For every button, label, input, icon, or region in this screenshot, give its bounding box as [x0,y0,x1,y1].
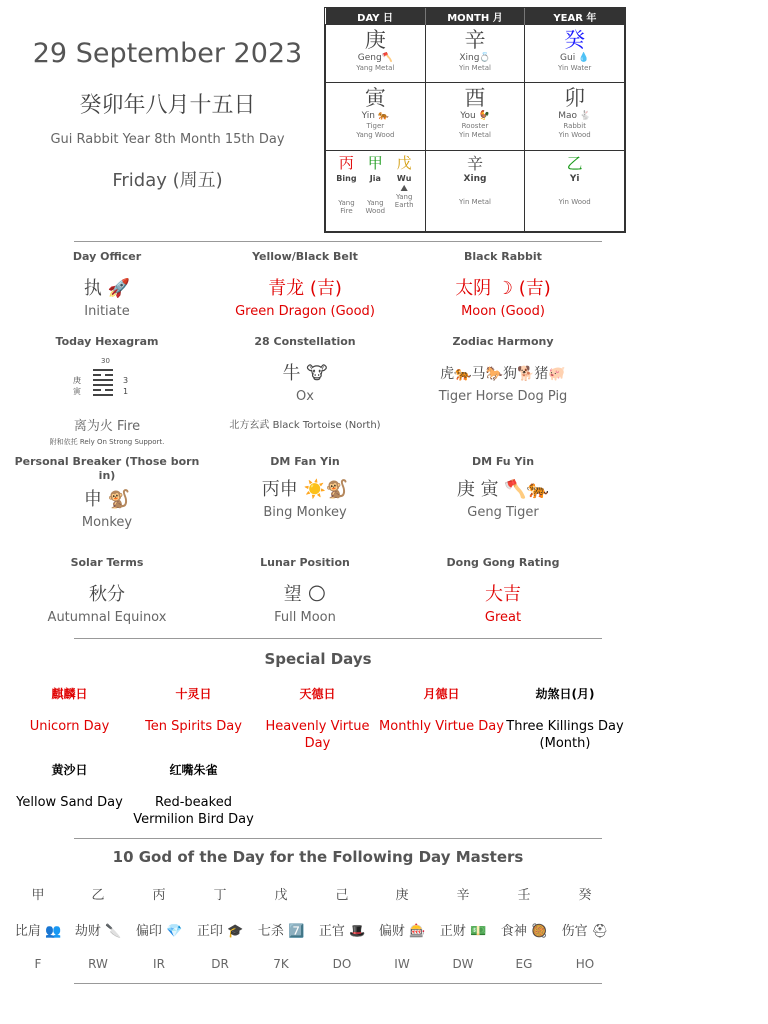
hidden-stem-label: Bing [336,174,357,183]
branch-animal: Rooster [461,122,489,130]
hidden-stem-label: Wu [396,174,412,183]
special-day-item [7,686,132,735]
day-hidden-stems-cell [326,151,426,232]
solar-term-meaning: Autumnal Equinox [47,610,167,625]
day-master-stem: 戊 [274,888,288,903]
ten-god-abbr: IR [153,957,165,971]
hexagram-right-labels [123,375,128,397]
ten-god-name: 偏财 🎰 [378,924,426,939]
hexagram-line [93,394,113,396]
ten-god-name: 食神 🥘 [500,924,548,939]
day-officer-section [7,250,207,319]
section-heading: Lunar Position [260,556,350,569]
ten-god-name: 七杀 7️⃣ [257,924,305,939]
solar-terms-section [7,556,207,625]
special-day-en: Ten Spirits Day [145,719,242,734]
hidden-stem-element: Yang Fire [338,199,355,215]
constellation-value: 牛 🐮 [282,363,328,384]
branch-name: Yin 🐅 [361,111,390,121]
ten-god-item [312,884,372,971]
branch-animal: Tiger [366,122,385,130]
ten-god-item [251,884,311,971]
section-heading: Black Rabbit [464,250,542,263]
year-pillar-header: YEAR 年 [525,8,625,25]
ten-god-abbr: 7K [273,957,289,971]
lunar-position-meaning: Full Moon [274,610,336,625]
month-hidden-stems-cell [425,151,525,232]
hidden-stem-element: Yin Wood [558,198,591,206]
hexagram-left-labels [73,375,81,397]
hexagram-section [7,335,207,447]
special-day-item [500,686,630,752]
fu-yin-value: 庚 寅 🪓🐅 [456,479,550,500]
section-heading: DM Fan Yin [270,455,340,468]
special-days-title: Special Days [264,650,372,668]
constellation-section [205,335,405,431]
ten-god-item [555,884,615,971]
branch-char: 卯 [564,86,586,110]
branch-element: Yin Wood [558,131,591,139]
day-master-stem: 己 [335,888,349,903]
ten-god-item [433,884,493,971]
special-day-en: Unicorn Day [29,719,110,734]
special-day-cn: 劫煞日(月) [535,687,595,701]
personal-breaker-section [7,455,207,530]
hidden-stem-char: 戊 [396,154,412,172]
hidden-stem-label: Yi [569,174,580,184]
hexagram-description: 附和依托 Rely On Strong Support. [49,438,165,446]
hexagram-line [93,389,113,391]
personal-breaker-value: 申 🐒 [83,489,131,510]
section-heading: Today Hexagram [55,335,159,348]
stem-char: 辛 [464,28,486,52]
ten-god-name: 劫财 🔪 [74,924,122,939]
special-day-cn: 黄沙日 [51,763,88,777]
divider [74,638,602,639]
ten-god-name: 正财 💵 [439,924,487,939]
day-master-stem: 乙 [91,888,105,903]
ten-god-name: 偏印 💎 [135,924,183,939]
stem-element: Yin Water [557,64,592,72]
chinese-date: 癸卯年八月十五日 [79,93,256,118]
hidden-stem-element: Yin Metal [459,198,491,206]
belt-meaning: Green Dragon (Good) [235,304,375,319]
dong-gong-meaning: Great [484,610,522,625]
day-master-stem: 丙 [152,888,166,903]
day-officer-meaning: Initiate [84,304,130,319]
ten-god-item [494,884,554,971]
ten-god-item [68,884,128,971]
personal-breaker-meaning: Monkey [81,515,133,530]
stem-element: Yang Metal [356,64,395,72]
day-master-stem: 甲 [31,888,45,903]
stem-char: 庚 [364,28,386,52]
hidden-stem-char: 乙 [566,154,583,173]
hexagram-number: 30 [101,357,110,365]
stem-name: Geng🪓 [357,53,393,63]
stem-name: Xing💍 [459,53,491,63]
hexagram-line [93,369,113,371]
ten-god-item [129,884,189,971]
fu-yin-meaning: Geng Tiger [467,505,539,520]
fan-yin-value: 丙申 ☀️🐒 [261,479,349,500]
section-heading: DM Fu Yin [471,455,535,468]
fan-yin-meaning: Bing Monkey [263,505,347,520]
day-master-stem: 庚 [395,888,409,903]
divider [74,838,602,839]
ten-god-name: 伤官 ⛑ [561,924,609,939]
ten-god-abbr: DR [211,957,229,971]
hidden-stem-char: 辛 [466,154,483,173]
dong-gong-section [403,556,603,625]
belt-value: 青龙 (吉) [268,278,342,299]
month-branch-cell [425,83,525,151]
year-stem-cell [525,25,625,83]
ten-god-abbr: EG [515,957,533,971]
stem-char: 癸 [564,28,586,52]
branch-name: Mao 🐇 [558,111,592,121]
hexagram-left-bottom: 寅 [73,387,81,396]
pillars-table [324,7,626,233]
belt-section [205,250,405,319]
stem-name: Gui 💧 [560,53,590,63]
day-stem-cell [326,25,426,83]
black-rabbit-section [403,250,603,319]
hidden-stem-element: Yang Earth [394,193,414,209]
constellation-description: 北方玄武 Black Tortoise (North) [229,420,381,431]
hexagram-right-top: 3 [123,376,129,385]
special-day-item [379,686,504,735]
section-heading: Personal Breaker (Those born in) [14,455,200,482]
divider [74,241,602,242]
hidden-stem-element: Yang Wood [365,199,386,215]
lunar-date-english: Gui Rabbit Year 8th Month 15th Day [50,132,285,147]
branch-char: 寅 [364,86,386,110]
zodiac-harmony-meaning: Tiger Horse Dog Pig [438,389,568,404]
special-day-item [255,686,380,752]
special-day-item [131,762,256,828]
month-stem-cell [425,25,525,83]
mountain-icon: ⛰ [400,184,408,194]
branch-element: Yang Wood [356,131,395,139]
ten-god-name: 正印 🎓 [196,924,244,939]
section-heading: Day Officer [72,250,142,263]
special-day-cn: 麒麟日 [51,687,88,701]
hexagram-left-top: 庚 [73,376,81,385]
branch-element: Yin Metal [459,131,491,139]
divider [74,983,602,984]
branch-animal: Rabbit [563,122,586,130]
ten-god-name: 正官 🎩 [318,924,366,939]
year-hidden-stems-cell [525,151,625,232]
ten-god-abbr: IW [394,957,410,971]
hidden-stem-char: 丙 [338,154,354,172]
section-heading: Yellow/Black Belt [252,250,358,263]
year-branch-cell [525,83,625,151]
ten-god-item [8,884,68,971]
weekday: Friday (周五) [112,170,223,191]
section-heading: Dong Gong Rating [446,556,560,569]
lunar-position-value: 望 🌕 [283,584,327,605]
special-day-en: Monthly Virtue Day [379,719,504,734]
special-day-en: Heavenly Virtue Day [265,719,370,751]
special-day-cn: 十灵日 [175,687,212,701]
special-day-item [7,762,132,811]
section-heading: 28 Constellation [254,335,356,348]
day-officer-value: 执 🚀 [83,278,131,299]
ten-gods-title: 10 God of the Day for the Following Day Masters [112,848,524,866]
special-day-en: Yellow Sand Day [16,795,123,810]
hexagram-right-bottom: 1 [123,387,129,396]
special-day-cn: 红嘴朱雀 [169,763,218,777]
special-day-item [131,686,256,735]
solar-term-value: 秋分 [89,584,125,605]
dong-gong-value: 大吉 [485,584,521,605]
section-heading: Zodiac Harmony [452,335,554,348]
zodiac-harmony-value: 虎🐅马🐎狗🐕猪🐖 [440,366,566,382]
special-day-cn: 月德日 [423,687,460,701]
zodiac-harmony-section [403,335,603,404]
month-pillar-header: MONTH 月 [425,8,525,25]
ten-god-abbr: DO [332,957,352,971]
black-rabbit-value: 太阴 ☽ (吉) [455,278,551,299]
special-day-cn: 天德日 [299,687,336,701]
ten-god-abbr: RW [88,957,108,971]
section-heading: Solar Terms [70,556,144,569]
hidden-stem-label: Jia [369,174,381,183]
ten-god-abbr: DW [452,957,474,971]
day-master-stem: 癸 [578,888,592,903]
stem-element: Yin Metal [459,64,491,72]
hexagram-line [93,384,113,386]
special-day-en: Three Killings Day (Month) [506,719,624,751]
day-pillar-header: DAY 日 [326,8,426,25]
day-master-stem: 丁 [213,888,227,903]
branch-name: You 🐓 [460,111,490,121]
branch-char: 酉 [464,86,486,110]
lunar-position-section [205,556,405,625]
hexagram-line [93,379,113,381]
fu-yin-section [403,455,603,520]
special-day-en: Red-beaked Vermilion Bird Day [133,795,254,827]
hidden-stem-char: 甲 [367,154,383,172]
fan-yin-section [205,455,405,520]
black-rabbit-meaning: Moon (Good) [461,304,545,319]
ten-god-abbr: F [34,957,42,971]
hexagram-line [93,374,113,376]
hexagram-lines [93,369,113,399]
ten-god-abbr: HO [575,957,595,971]
hexagram-figure [67,357,147,409]
hidden-stem-label: Xing [463,174,487,184]
ten-god-item [190,884,250,971]
day-branch-cell [326,83,426,151]
day-master-stem: 壬 [517,888,531,903]
ten-god-name: 比肩 👥 [14,924,62,939]
ten-god-item [372,884,432,971]
constellation-meaning: Ox [296,389,314,404]
hexagram-name: 离为火 Fire [73,419,141,434]
day-master-stem: 辛 [456,888,470,903]
gregorian-date: 29 September 2023 [32,38,303,69]
